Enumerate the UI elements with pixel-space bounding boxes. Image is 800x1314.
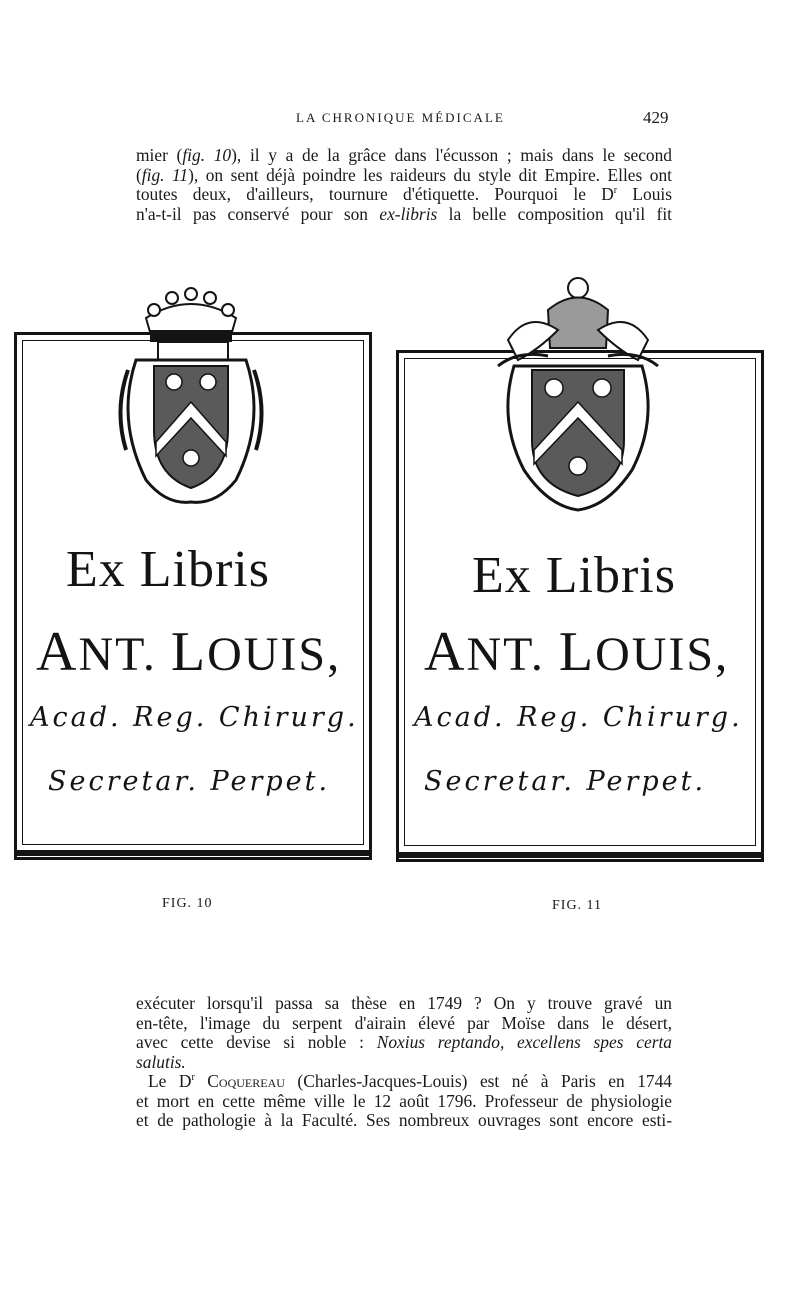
page-number: 429: [643, 108, 669, 127]
text-line: salutis.: [136, 1051, 186, 1072]
academy-title-line: Acad. Reg. Chirurg.: [30, 702, 359, 733]
ex-libris-heading: Ex Libris: [472, 547, 676, 604]
text-line: exécuter lorsqu'il passa sa thèse en 1749 ? On y trouve gravé un: [136, 993, 672, 1013]
ex-libris-heading: Ex Libris: [66, 541, 270, 598]
text-line: toutes deux, d'ailleurs, tournure d'étiquette. Pourquoi le $D^r$ Louis: [136, 184, 672, 204]
text-line: avec cette devise si noble : Noxius reptando, excellens spes certa: [136, 1032, 672, 1052]
text-line: en-tête, l'image du serpent d'airain élevé par Moïse dans le désert,: [136, 1012, 672, 1033]
figure-caption-10: FIG. 10: [162, 896, 213, 911]
paragraph-top: [136, 146, 672, 224]
coat-of-arms-helmet-icon: [488, 270, 668, 520]
secretary-title-line: Secretar. Perpet.: [48, 766, 331, 797]
ex-libris-plate-fig-10: [14, 270, 374, 860]
text-line: Le $D^r$ Coquereau (Charles-Jacques-Louis) est né à Paris en 1744: [148, 1071, 672, 1091]
journal-title: LA CHRONIQUE MÉDICALE: [296, 110, 505, 125]
paragraph-bottom: [136, 994, 672, 1131]
ex-libris-plate-fig-11: [396, 270, 766, 862]
plate-bottom-rule: [396, 852, 764, 858]
secretary-title-line: Secretar. Perpet.: [424, 766, 707, 797]
academy-title-line: Acad. Reg. Chirurg.: [414, 702, 743, 733]
figure-caption-11: FIG. 11: [552, 898, 603, 913]
running-head: [0, 108, 800, 132]
text-line: et de pathologie à la Faculté. Ses nombreux ouvrages sont encore esti-: [136, 1110, 672, 1130]
text-line: n'a-t-il pas conservé pour son ex-libris la belle composition qu'il fit: [136, 203, 672, 224]
text-line: mier (fig. 10), il y a de la grâce dans l'écusson ; mais dans le second: [136, 145, 673, 165]
text-line: et mort en cette même ville le 12 août 1796. Professeur de physiologie: [136, 1090, 672, 1111]
text-line: (fig. 11), on sent déjà poindre les raideurs du style dit Empire. Elles ont: [136, 164, 672, 185]
coat-of-arms-crowned-icon: [106, 270, 276, 510]
owner-name: ANT. LOUIS,: [36, 621, 342, 683]
owner-name: ANT. LOUIS,: [424, 621, 730, 683]
plate-bottom-rule: [14, 850, 372, 856]
